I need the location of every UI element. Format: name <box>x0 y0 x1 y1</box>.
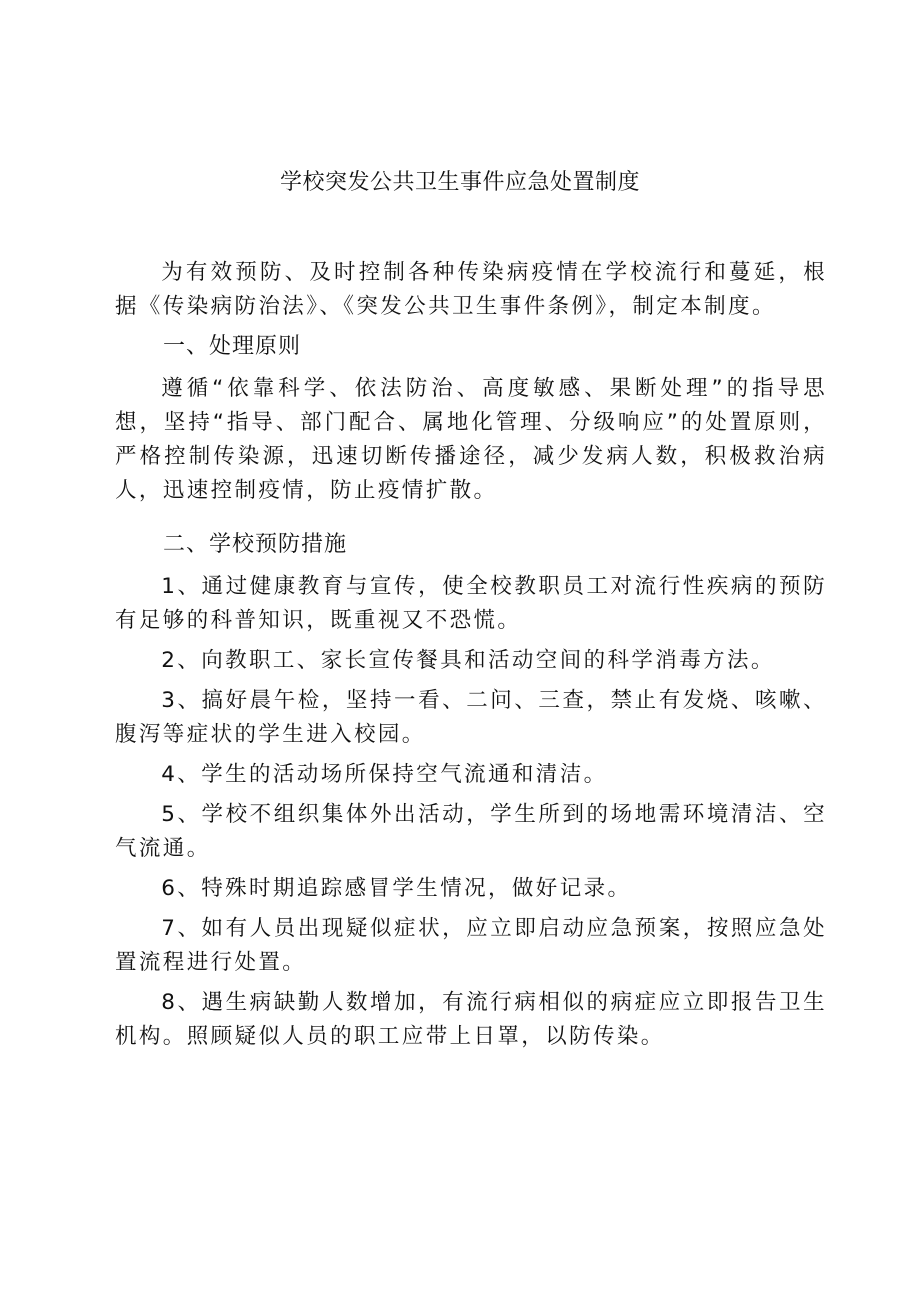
list-item: 4、学生的活动场所保持空气流通和清洁。 <box>161 762 608 787</box>
section-prevention <box>115 528 827 1054</box>
list-item: 6、特殊时期追踪感冒学生情况，做好记录。 <box>161 876 632 901</box>
list-item: 8、遇生病缺勤人数增加，有流行病相似的病症应立即报告卫生机构。照顾疑似人员的职工应带上日罩，以防传染。 <box>115 990 827 1049</box>
list-item: 1、通过健康教育与宣传，使全校教职员工对流行性疾病的预防有足够的科普知识，既重视又不恐慌。 <box>115 574 827 633</box>
list-item: 7、如有人员出现疑似症状，应立即启动应急预案，按照应急处置流程进行处置。 <box>115 916 827 975</box>
document-title: 学校突发公共卫生事件应急处置制度 <box>279 170 640 195</box>
spacer <box>115 514 827 528</box>
document-body <box>115 256 827 1060</box>
intro-paragraph: 为有效预防、及时控制各种传染病疫情在学校流行和蔓延，根据《传染病防治法》、《突发公共卫生事件条例》，制定本制度。 <box>115 260 827 319</box>
list-item: 3、搞好晨午检，坚持一看、二问、三查，禁止有发烧、咳嗽、腹泻等症状的学生进入校园。 <box>115 688 827 747</box>
section-heading: 二、学校预防措施 <box>163 532 348 557</box>
section-principles <box>115 330 827 508</box>
list-item: 2、向教职工、家长宣传餐具和活动空间的科学消毒方法。 <box>161 648 775 673</box>
list-item: 5、学校不组织集体外出活动，学生所到的场地需环境清洁、空气流通。 <box>115 802 827 861</box>
section-paragraph: 遵循“依靠科学、依法防治、高度敏感、果断处理”的指导思想，坚持“指导、部门配合、属地化管理、分级响应”的处置原则，严格控制传染源，迅速切断传播途径，减少发病人数，积极救治病人，迅速控制疫情，防止疫情扩散。 <box>115 376 827 503</box>
section-heading: 一、处理原则 <box>163 334 302 359</box>
